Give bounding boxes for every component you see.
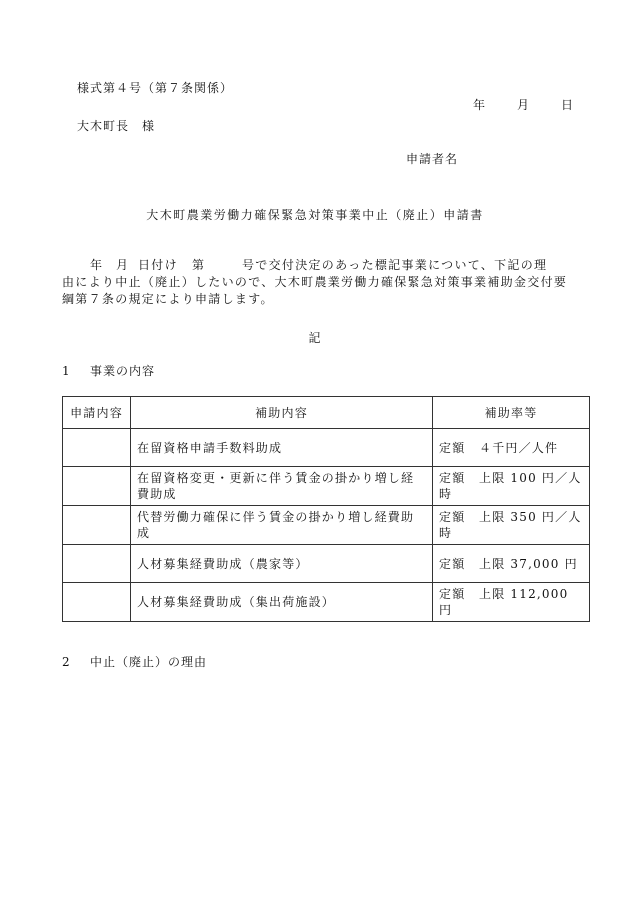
subsidy-rate-cell	[433, 429, 590, 467]
date-line	[473, 96, 574, 113]
header-subsidy-rate: 補助率等	[433, 397, 590, 429]
date-day: 日	[561, 98, 575, 112]
rate-value: ４千円／人件	[479, 440, 559, 455]
application-cell[interactable]	[63, 583, 131, 622]
table-row	[63, 429, 590, 467]
section-1-label: 事業の内容	[90, 364, 156, 378]
header-subsidy-content: 補助内容	[131, 397, 433, 429]
section-2-label: 中止（廃止）の理由	[90, 655, 208, 669]
rate-kind: 定額	[439, 587, 466, 601]
application-cell[interactable]	[63, 545, 131, 583]
body-year: 年	[90, 258, 104, 272]
rate-kind: 定額	[439, 556, 466, 571]
section-1-number: 1	[62, 364, 71, 378]
rate-kind: 定額	[439, 471, 466, 485]
body-number-prefix: 第	[192, 258, 206, 272]
application-cell[interactable]	[63, 467, 131, 506]
rate-kind: 定額	[439, 440, 466, 455]
rate-value: 上限 37,000 円	[479, 556, 578, 571]
subsidy-content-cell: 代替労働力確保に伴う賃金の掛かり増し経費助成	[131, 506, 433, 545]
subsidy-rate-cell	[433, 583, 590, 622]
date-year: 年	[473, 98, 487, 112]
body-line-1	[62, 257, 588, 274]
rate-value: 上限 112,000 円	[439, 587, 569, 617]
body-month: 月	[116, 258, 130, 272]
section-2-heading	[62, 653, 207, 670]
body-line-1-rest: 号で交付決定のあった標記事業について、下記の理	[242, 258, 548, 272]
table-row	[63, 506, 590, 545]
rate-value: 上限 100 円／人時	[439, 471, 582, 501]
section-2-number: 2	[62, 655, 71, 669]
subsidy-content-cell: 在留資格変更・更新に伴う賃金の掛かり増し経費助成	[131, 467, 433, 506]
table-row	[63, 545, 590, 583]
subsidy-rate-cell	[433, 506, 590, 545]
form-number: 様式第４号（第７条関係）	[77, 81, 234, 95]
body-line-2: 由により中止（廃止）したいので、大木町農業労働力確保緊急対策事業補助金交付要	[62, 275, 568, 289]
subsidy-content-cell: 人材募集経費助成（集出荷施設）	[131, 583, 433, 622]
subsidy-rate-cell	[433, 467, 590, 506]
subsidy-rate-cell	[433, 545, 590, 583]
document-title: 大木町農業労働力確保緊急対策事業中止（廃止）申請書	[146, 208, 484, 222]
applicant-name-label: 申請者名	[406, 152, 459, 166]
body-line-3: 綱第７条の規定により申請します。	[62, 292, 274, 306]
header-application: 申請内容	[63, 397, 131, 429]
subsidy-content-cell: 在留資格申請手数料助成	[131, 429, 433, 467]
subsidy-content-cell: 人材募集経費助成（農家等）	[131, 545, 433, 583]
rate-kind: 定額	[439, 510, 466, 524]
ki-heading: 記	[308, 331, 322, 345]
table-row	[63, 467, 590, 506]
section-1-heading	[62, 362, 155, 379]
rate-value: 上限 350 円／人時	[439, 510, 582, 540]
application-cell[interactable]	[63, 506, 131, 545]
body-paragraph	[62, 257, 588, 308]
body-dated: 日付け	[138, 258, 178, 272]
table-row	[63, 583, 590, 622]
application-cell[interactable]	[63, 429, 131, 467]
subsidy-table	[62, 396, 590, 622]
date-month: 月	[517, 98, 531, 112]
table-header-row	[63, 397, 590, 429]
addressee: 大木町長 様	[77, 119, 156, 133]
